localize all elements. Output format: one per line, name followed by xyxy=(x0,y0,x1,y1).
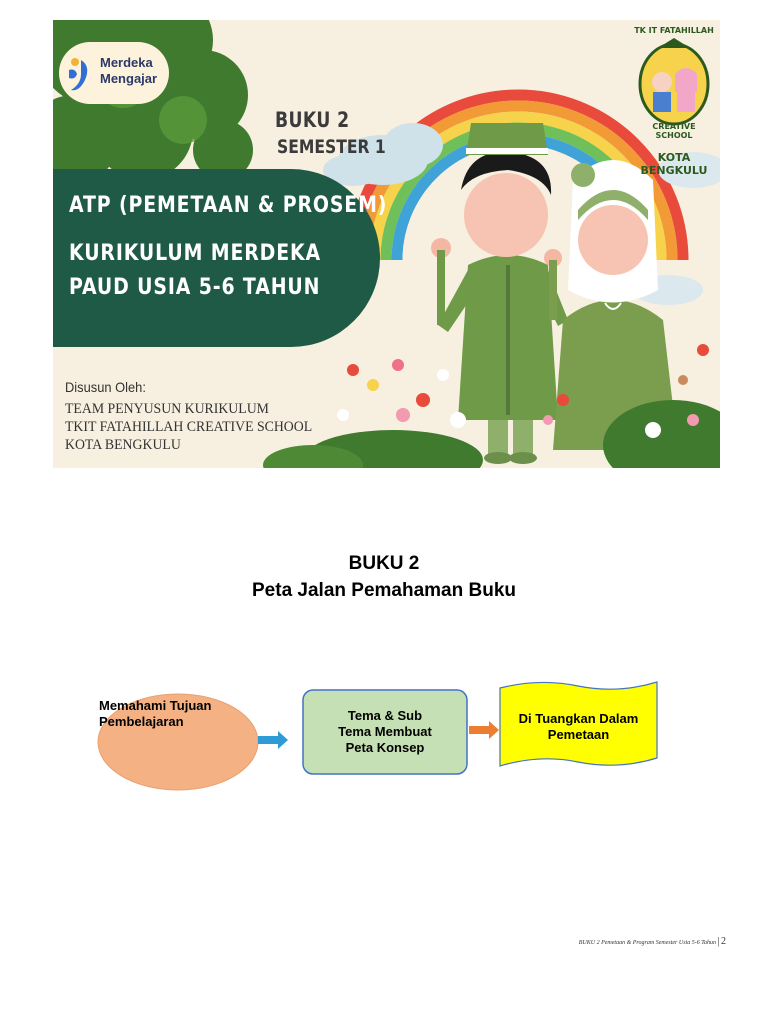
school-logo-city: KOTA BENGKULU xyxy=(640,151,708,177)
merdeka-mengajar-text: Merdeka Mengajar xyxy=(100,55,158,86)
school-emblem-icon xyxy=(633,34,715,130)
school-logo xyxy=(633,26,715,176)
author-line: TKIT FATAHILLAH CREATIVE SCHOOL xyxy=(65,419,313,435)
cover-banner xyxy=(53,20,720,468)
page-subtitle: Peta Jalan Pemahaman Buku xyxy=(252,580,516,601)
author-line: TEAM PENYUSUN KURIKULUM xyxy=(65,401,269,417)
cover-author-block xyxy=(65,378,334,454)
footer-separator: | xyxy=(717,936,720,947)
footer-running-title: BUKU 2 Pemetaan & Program Semester Usia 5-6 Tahun xyxy=(578,940,716,946)
merdeka-mengajar-icon xyxy=(67,54,97,94)
cover-title-line: ATP (PEMETAAN & PROSEM) xyxy=(69,193,388,218)
roadmap-diagram xyxy=(0,660,768,820)
cover-title-line: KURIKULUM MERDEKA xyxy=(69,241,322,266)
node-label: Di Tuangkan Dalam Pemetaan xyxy=(518,711,639,742)
arrow-right-icon xyxy=(469,721,499,739)
cover-title-panel xyxy=(53,169,388,347)
cover-title-line: PAUD USIA 5-6 TAHUN xyxy=(69,275,321,300)
arrow-right-icon xyxy=(258,731,288,749)
node-label: Tema & Sub Tema Membuat Peta Konsep xyxy=(338,708,432,755)
school-logo-subtitle: CREATIVE SCHOOL xyxy=(652,122,696,140)
page-footer xyxy=(579,936,726,947)
page-number: 2 xyxy=(721,936,726,947)
page-title: BUKU 2 xyxy=(348,553,420,574)
merdeka-mengajar-logo xyxy=(59,42,169,104)
node-label: Memahami Tujuan Pembelajaran xyxy=(99,698,212,729)
school-logo-name: TK IT FATAHILLAH xyxy=(634,26,714,35)
cover-book-label: BUKU 2 xyxy=(275,108,350,132)
author-heading: Disusun Oleh: xyxy=(65,379,146,395)
cover-semester-label: SEMESTER 1 xyxy=(277,136,386,158)
author-line: KOTA BENGKULU xyxy=(65,437,181,453)
